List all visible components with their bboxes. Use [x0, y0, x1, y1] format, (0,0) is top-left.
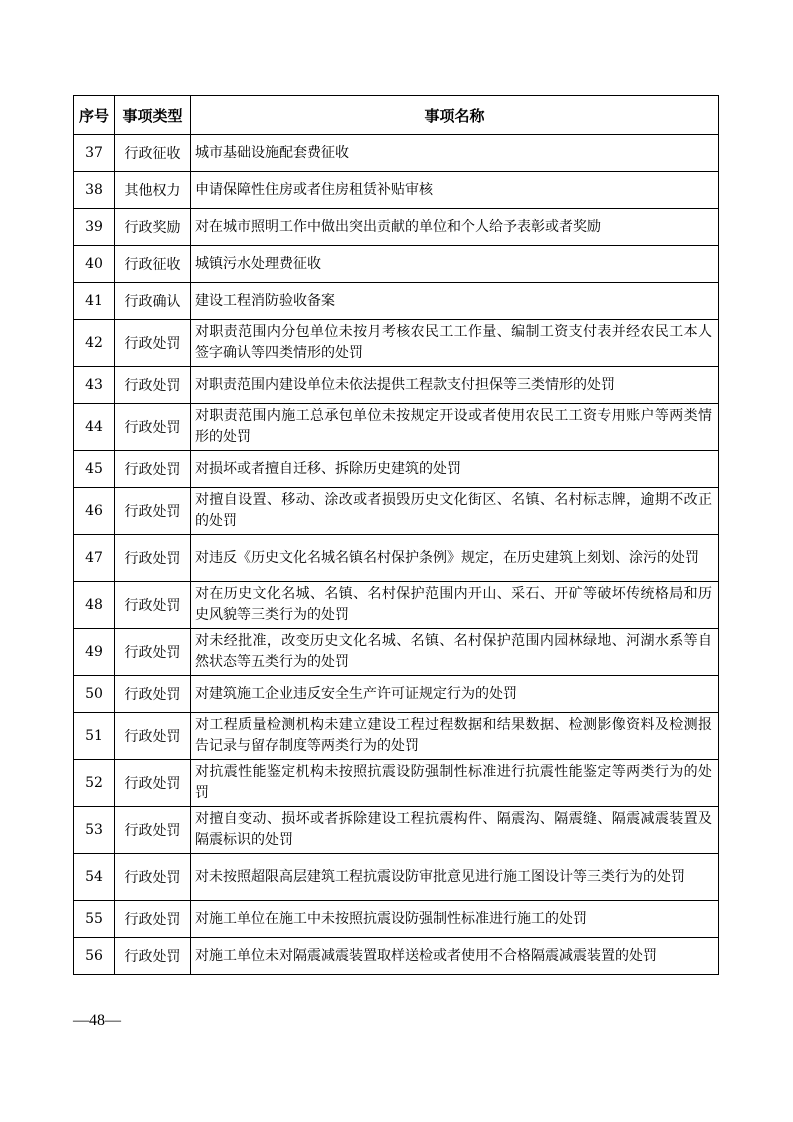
- row-number: 42: [74, 320, 115, 367]
- row-number: 54: [74, 854, 115, 901]
- table-body: [74, 135, 719, 975]
- row-type: 行政奖励: [115, 209, 191, 246]
- row-type: 其他权力: [115, 172, 191, 209]
- table-row: [74, 901, 719, 938]
- row-number: 55: [74, 901, 115, 938]
- row-name: 对未经批准，改变历史文化名城、名镇、名村保护范围内园林绿地、河湖水系等自然状态等五类行为的处罚: [191, 629, 719, 676]
- row-number: 56: [74, 938, 115, 975]
- row-type: 行政处罚: [115, 582, 191, 629]
- page-number: —48—: [73, 1012, 121, 1029]
- table-row: [74, 451, 719, 488]
- row-name: 对施工单位未对隔震减震装置取样送检或者使用不合格隔震减震装置的处罚: [191, 938, 719, 975]
- row-type: 行政处罚: [115, 854, 191, 901]
- row-type: 行政处罚: [115, 713, 191, 760]
- row-number: 43: [74, 367, 115, 404]
- table-row: [74, 676, 719, 713]
- table-row: [74, 320, 719, 367]
- row-number: 50: [74, 676, 115, 713]
- row-number: 48: [74, 582, 115, 629]
- row-type: 行政征收: [115, 246, 191, 283]
- table-row: [74, 283, 719, 320]
- row-type: 行政处罚: [115, 760, 191, 807]
- row-type: 行政处罚: [115, 367, 191, 404]
- table-row: [74, 246, 719, 283]
- row-name: 申请保障性住房或者住房租赁补贴审核: [191, 172, 719, 209]
- row-number: 41: [74, 283, 115, 320]
- table-row: [74, 535, 719, 582]
- row-number: 47: [74, 535, 115, 582]
- table-row: [74, 760, 719, 807]
- row-number: 53: [74, 807, 115, 854]
- row-name: 对职责范围内建设单位未依法提供工程款支付担保等三类情形的处罚: [191, 367, 719, 404]
- row-number: 40: [74, 246, 115, 283]
- table-row: [74, 938, 719, 975]
- row-type: 行政处罚: [115, 488, 191, 535]
- row-type: 行政确认: [115, 283, 191, 320]
- table-row: [74, 854, 719, 901]
- row-type: 行政处罚: [115, 676, 191, 713]
- row-name: 对擅自设置、移动、涂改或者损毁历史文化街区、名镇、名村标志牌，逾期不改正的处罚: [191, 488, 719, 535]
- table-row: [74, 582, 719, 629]
- row-name: 对损坏或者擅自迁移、拆除历史建筑的处罚: [191, 451, 719, 488]
- table-row: [74, 135, 719, 172]
- table-row: [74, 172, 719, 209]
- table-row: [74, 629, 719, 676]
- row-number: 37: [74, 135, 115, 172]
- header-row: [74, 96, 719, 135]
- row-number: 52: [74, 760, 115, 807]
- row-number: 49: [74, 629, 115, 676]
- row-type: 行政处罚: [115, 535, 191, 582]
- row-name: 对职责范围内施工总承包单位未按规定开设或者使用农民工工资专用账户等两类情形的处罚: [191, 404, 719, 451]
- row-name: 对在历史文化名城、名镇、名村保护范围内开山、采石、开矿等破坏传统格局和历史风貌等三类行为的处罚: [191, 582, 719, 629]
- table-row: [74, 488, 719, 535]
- row-type: 行政处罚: [115, 451, 191, 488]
- row-name: 对工程质量检测机构未建立建设工程过程数据和结果数据、检测影像资料及检测报告记录与留存制度等两类行为的处罚: [191, 713, 719, 760]
- row-name: 对在城市照明工作中做出突出贡献的单位和个人给予表彰或者奖励: [191, 209, 719, 246]
- item-table: [73, 95, 719, 975]
- table-row: [74, 367, 719, 404]
- row-name: 对违反《历史文化名城名镇名村保护条例》规定，在历史建筑上刻划、涂污的处罚: [191, 535, 719, 582]
- table-row: [74, 713, 719, 760]
- row-name: 对未按照超限高层建筑工程抗震设防审批意见进行施工图设计等三类行为的处罚: [191, 854, 719, 901]
- row-name: 对建筑施工企业违反安全生产许可证规定行为的处罚: [191, 676, 719, 713]
- row-number: 39: [74, 209, 115, 246]
- table-row: [74, 807, 719, 854]
- header-type: 事项类型: [115, 96, 191, 135]
- row-type: 行政处罚: [115, 404, 191, 451]
- row-number: 46: [74, 488, 115, 535]
- header-name: 事项名称: [191, 96, 719, 135]
- row-type: 行政处罚: [115, 901, 191, 938]
- row-number: 51: [74, 713, 115, 760]
- row-name: 对施工单位在施工中未按照抗震设防强制性标准进行施工的处罚: [191, 901, 719, 938]
- row-number: 38: [74, 172, 115, 209]
- header-no: 序号: [74, 96, 115, 135]
- row-number: 45: [74, 451, 115, 488]
- row-name: 城市基础设施配套费征收: [191, 135, 719, 172]
- row-number: 44: [74, 404, 115, 451]
- row-name: 对职责范围内分包单位未按月考核农民工工作量、编制工资支付表并经农民工本人签字确认等四类情形的处罚: [191, 320, 719, 367]
- row-type: 行政征收: [115, 135, 191, 172]
- table-row: [74, 404, 719, 451]
- row-type: 行政处罚: [115, 807, 191, 854]
- table-row: [74, 209, 719, 246]
- row-name: 城镇污水处理费征收: [191, 246, 719, 283]
- row-name: 建设工程消防验收备案: [191, 283, 719, 320]
- row-name: 对擅自变动、损坏或者拆除建设工程抗震构件、隔震沟、隔震缝、隔震减震装置及隔震标识的处罚: [191, 807, 719, 854]
- row-type: 行政处罚: [115, 629, 191, 676]
- row-name: 对抗震性能鉴定机构未按照抗震设防强制性标准进行抗震性能鉴定等两类行为的处罚: [191, 760, 719, 807]
- row-type: 行政处罚: [115, 320, 191, 367]
- row-type: 行政处罚: [115, 938, 191, 975]
